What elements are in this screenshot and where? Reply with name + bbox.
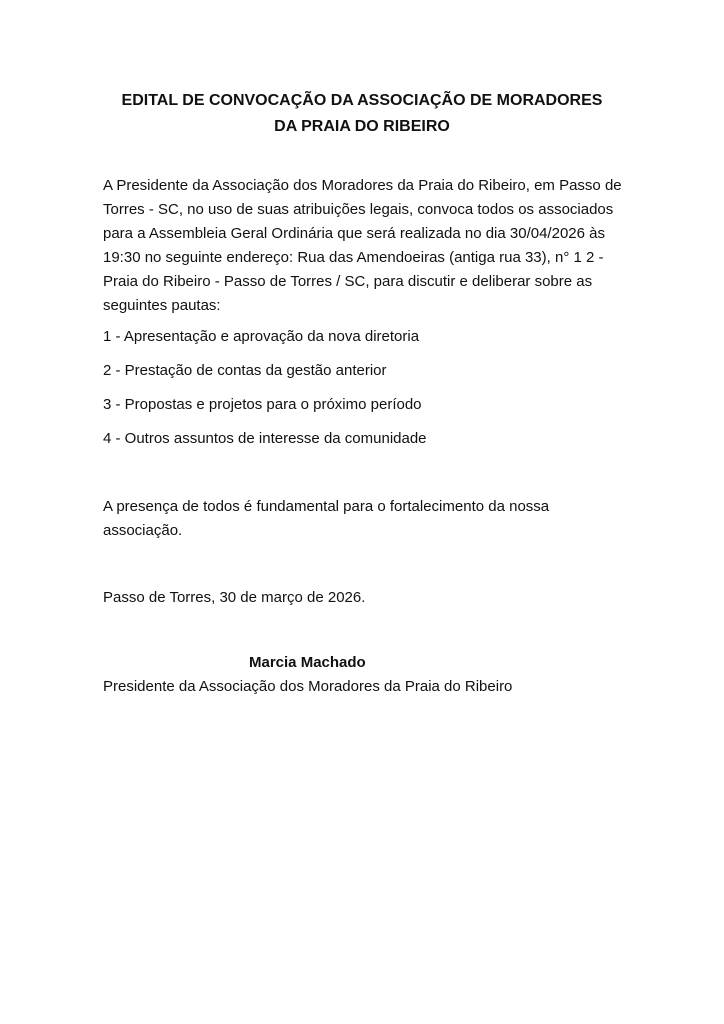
place-date: Passo de Torres, 30 de março de 2026. bbox=[103, 589, 366, 606]
agenda-item: 3 - Propostas e projetos para o próximo período bbox=[103, 396, 422, 413]
agenda-list bbox=[103, 325, 623, 461]
agenda-item: 2 - Prestação de contas da gestão anterior bbox=[103, 362, 387, 379]
title-line-1: EDITAL DE CONVOCAÇÃO DA ASSOCIAÇÃO DE MORADORES bbox=[121, 92, 603, 109]
closing-paragraph: A presença de todos é fundamental para o fortalecimento da nossa associação. bbox=[103, 498, 550, 539]
agenda-item: 1 - Apresentação e aprovação da nova diretoria bbox=[103, 328, 420, 345]
signatory-name: Marcia Machado bbox=[249, 654, 366, 671]
intro-paragraph: A Presidente da Associação dos Moradores da Praia do Ribeiro, em Passo de Torres - SC, no uso de suas atribuições legais, convoca todos os associados para a Assembleia Geral Ordinária que será realizada no dia 30/04/2026 às 19:30 no seguinte endereço: Rua das Amendoeiras (antiga rua 33), n° 1 2 - Praia do Ribeiro - Passo de Torres / SC, para discutir e deliberar sobre as seguintes pautas: bbox=[103, 177, 622, 314]
agenda-item: 4 - Outros assuntos de interesse da comunidade bbox=[103, 430, 427, 447]
document-title bbox=[0, 88, 724, 140]
signatory-role: Presidente da Associação dos Moradores da Praia do Ribeiro bbox=[103, 678, 513, 695]
title-line-2: DA PRAIA DO RIBEIRO bbox=[274, 118, 450, 135]
